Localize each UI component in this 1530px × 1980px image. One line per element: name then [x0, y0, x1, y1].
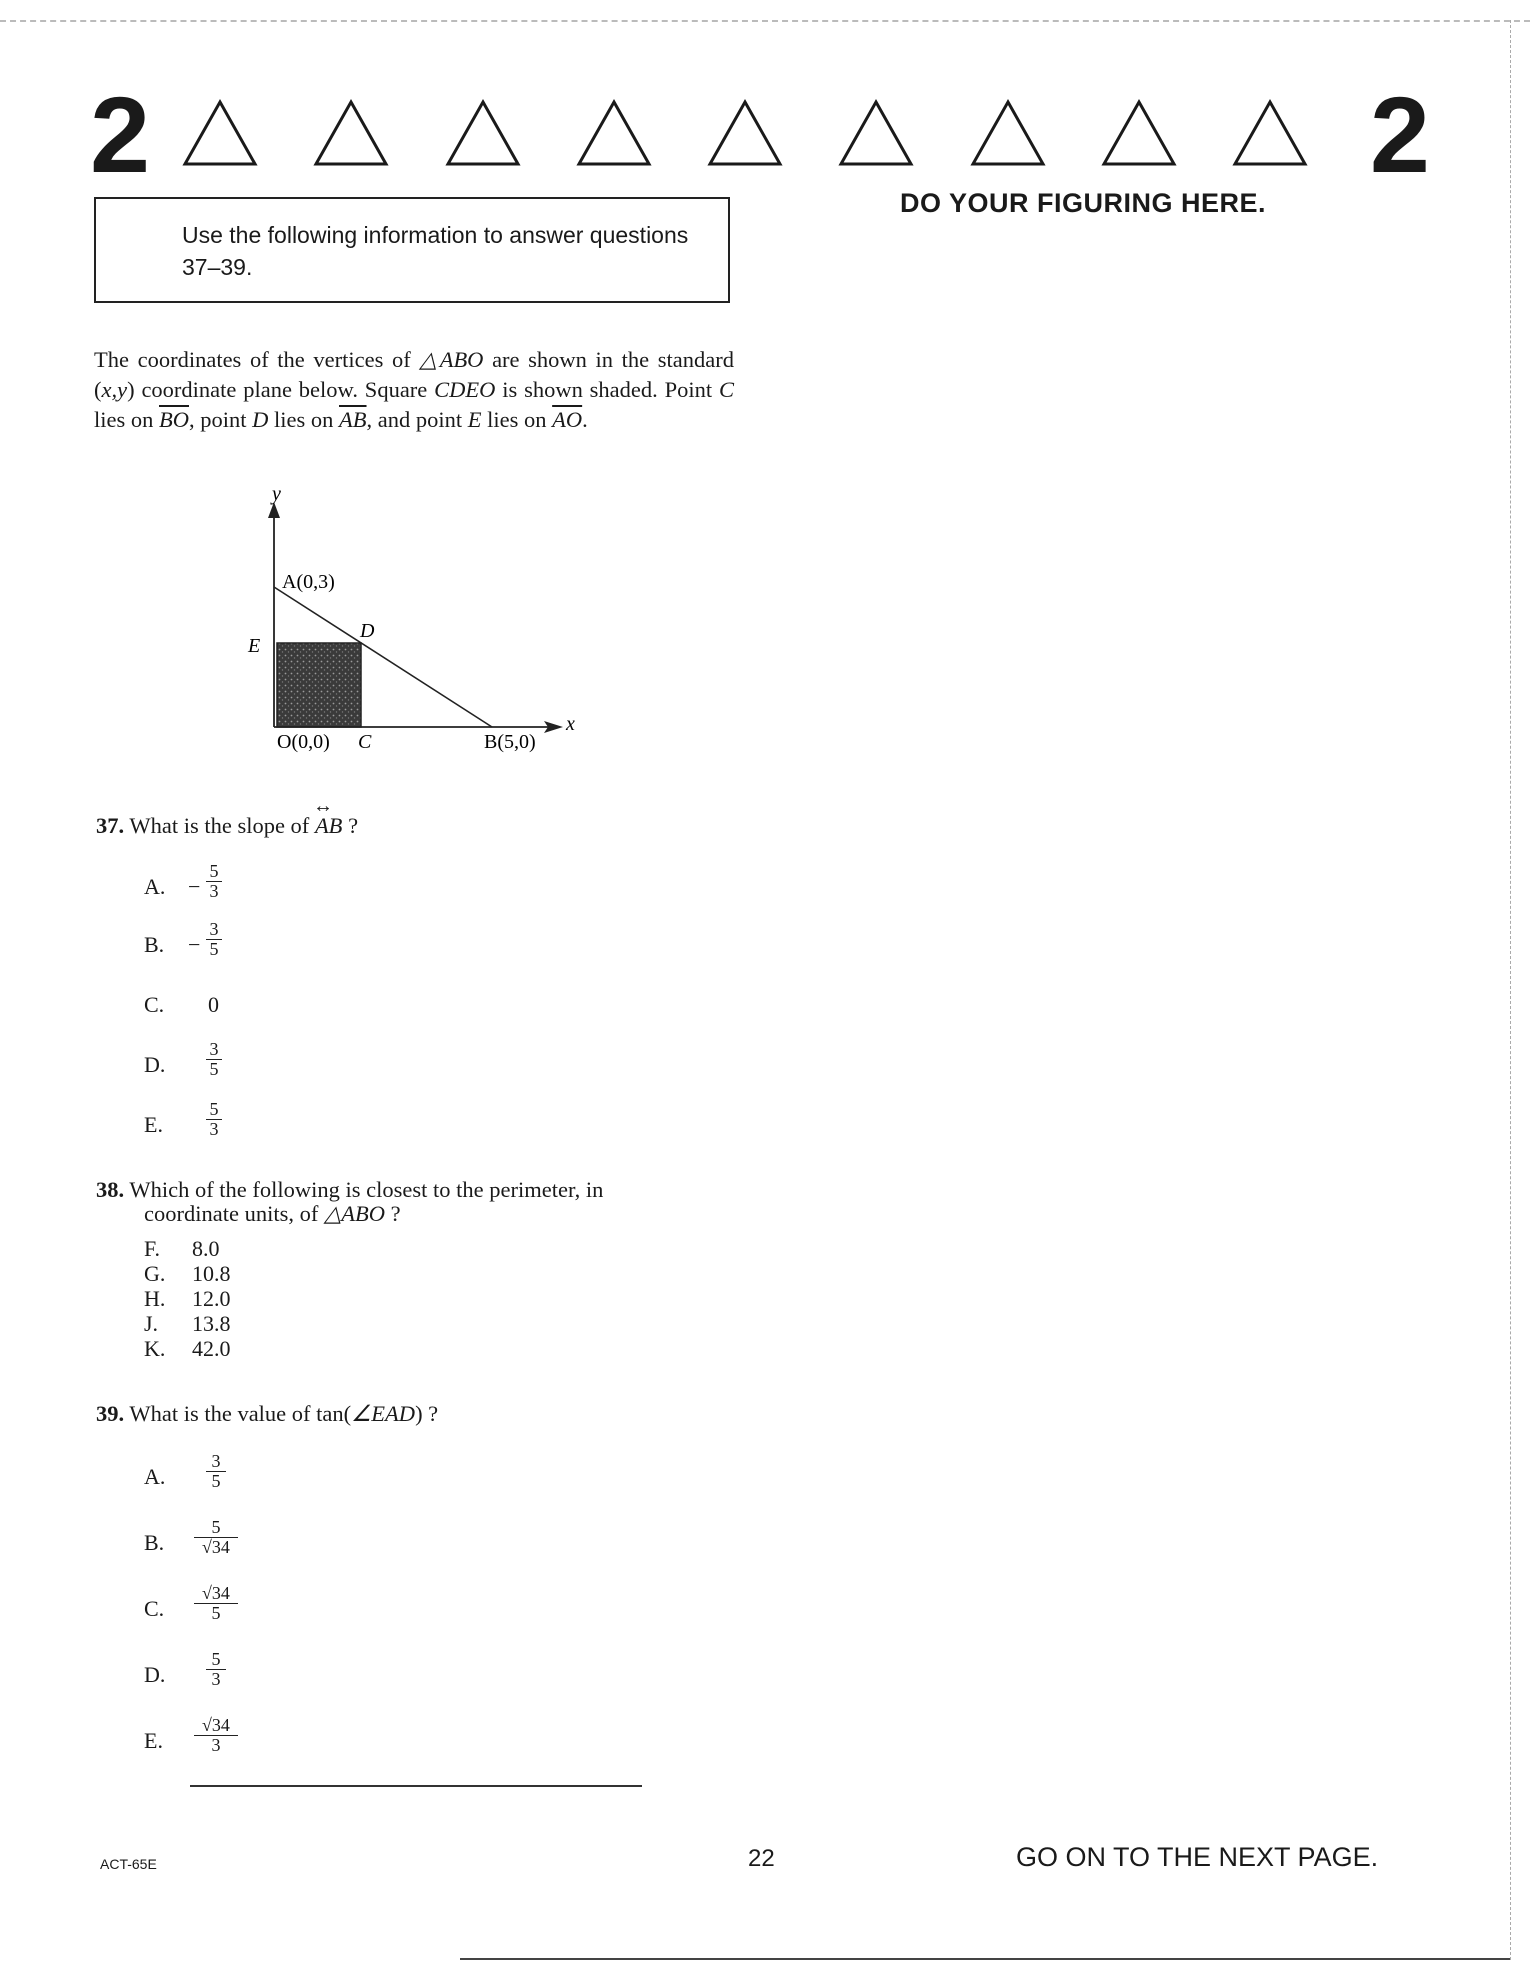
numerator: 5: [209, 861, 219, 881]
choice-letter: H.: [144, 1286, 166, 1311]
choice-g[interactable]: [144, 1261, 231, 1286]
intro-text: are shown in the standard (: [94, 347, 734, 402]
coordinate-diagram: [230, 480, 610, 760]
question-text: coordinate units, of: [144, 1201, 324, 1226]
choice-fraction[interactable]: [194, 1716, 238, 1755]
minus-sign: −: [188, 874, 201, 899]
denominator: 3: [209, 881, 219, 901]
intro-text: The coordinates of the vertices of: [94, 347, 420, 372]
numerator: 3: [209, 1039, 219, 1059]
intro-text: lies on: [94, 407, 159, 432]
intro-text: ) coordinate plane below. Square: [127, 377, 435, 402]
question-37-stem: [96, 795, 359, 840]
choice-value: 12.0: [192, 1286, 231, 1311]
square-cdeo: CDEO: [434, 377, 496, 402]
intro-text: is shown shaded. Point: [495, 377, 719, 402]
numerator: 5: [211, 1649, 221, 1669]
choice-letter[interactable]: B.: [144, 932, 165, 957]
choice-letter[interactable]: D.: [144, 1662, 166, 1687]
section-number-left: 2: [90, 74, 151, 195]
question-number: 38.: [96, 1177, 125, 1202]
intro-text: lies on: [268, 407, 340, 432]
choice-letter[interactable]: D.: [144, 1052, 166, 1077]
shaded-square-cdeo: [277, 643, 361, 727]
question-text: What is the slope of: [129, 813, 315, 838]
end-rule: [190, 1785, 642, 1787]
segment-ao: $\overline{AO}$: [552, 407, 583, 432]
question-38-stem: [96, 1176, 736, 1228]
info-box: [94, 197, 730, 303]
choice-f[interactable]: [144, 1236, 231, 1261]
denominator: 3: [211, 1735, 221, 1755]
choice-letter: K.: [144, 1336, 166, 1361]
triangle-icon: [837, 98, 915, 168]
right-scan-edge: [1510, 20, 1511, 1960]
question-39-stem: [96, 1400, 438, 1428]
choice-value: 8.0: [192, 1236, 220, 1261]
form-code: ACT-65E: [100, 1856, 157, 1872]
bottom-scan-edge: [460, 1958, 1510, 1960]
segment-bo: $\overline{BO}$: [159, 407, 189, 432]
point-e: E: [467, 407, 482, 432]
xy-label: x,y: [101, 377, 128, 402]
top-scan-edge: [0, 20, 1530, 22]
section-number-right: 2: [1369, 74, 1430, 195]
intro-text: .: [582, 407, 588, 432]
choice-fraction[interactable]: [206, 1100, 222, 1139]
denominator: 3: [209, 1119, 219, 1139]
point-e-label: E: [248, 635, 261, 657]
intro-text: lies on: [481, 407, 553, 432]
triangle-icon: [1100, 98, 1178, 168]
q38-choices: [144, 1236, 231, 1361]
triangle-icon: [706, 98, 784, 168]
question-text: What is the value of tan(: [129, 1401, 352, 1426]
q39-choices: [144, 1450, 344, 1770]
numerator: 5: [209, 1099, 219, 1119]
info-box-text: Use the following information to answer questions 37–39.: [182, 222, 689, 280]
triangle-icon: [312, 98, 390, 168]
page-number: 22: [748, 1845, 775, 1872]
q37-choices: [144, 860, 344, 1160]
point-d-label: D: [360, 620, 375, 642]
choice-k[interactable]: [144, 1336, 231, 1361]
choice-j[interactable]: [144, 1311, 231, 1336]
question-end: ?: [385, 1201, 401, 1226]
numerator: √34: [202, 1583, 230, 1603]
choice-letter[interactable]: B.: [144, 1530, 165, 1555]
choice-letter: F.: [144, 1236, 160, 1261]
choice-fraction[interactable]: [206, 1650, 226, 1689]
denominator: 5: [211, 1471, 221, 1491]
choice-value: 13.8: [192, 1311, 231, 1336]
point-o-label: O(0,0): [277, 731, 330, 753]
denominator: 3: [211, 1669, 221, 1689]
choice-value: 42.0: [192, 1336, 231, 1361]
intro-text: , and point: [366, 407, 468, 432]
point-b-label: B(5,0): [484, 731, 536, 753]
triangle-icon: [1231, 98, 1309, 168]
choice-letter[interactable]: C.: [144, 992, 165, 1017]
choice-fraction[interactable]: [206, 862, 222, 901]
y-axis-label: y: [272, 483, 281, 505]
choice-h[interactable]: [144, 1286, 231, 1311]
numerator: 3: [209, 919, 219, 939]
denominator: 5: [211, 1603, 221, 1623]
triangle-icon: [444, 98, 522, 168]
point-c: C: [718, 377, 734, 402]
choice-letter[interactable]: C.: [144, 1596, 165, 1621]
denominator: 5: [209, 939, 219, 959]
choice-value: 10.8: [192, 1261, 231, 1286]
double-arrow-icon: ↔: [312, 795, 333, 817]
next-page-label: GO ON TO THE NEXT PAGE.: [1016, 1842, 1379, 1872]
question-end: ?: [342, 813, 359, 838]
point-c-label: C: [358, 731, 372, 753]
intro-text: , point: [189, 407, 253, 432]
question-number: 37.: [96, 813, 125, 838]
segment-ab: $\overline{AB}$: [339, 407, 367, 432]
denominator: 5: [209, 1059, 219, 1079]
choice-letter[interactable]: E.: [144, 1728, 163, 1753]
choice-fraction[interactable]: [194, 1518, 238, 1557]
choice-fraction[interactable]: [206, 1452, 226, 1491]
choice-fraction[interactable]: [206, 1040, 222, 1079]
figuring-label: DO YOUR FIGURING HERE.: [900, 188, 1267, 218]
choice-letter[interactable]: E.: [144, 1112, 163, 1137]
triangle-abo: △ABO: [419, 347, 484, 372]
point-a-label: A(0,3): [282, 571, 335, 593]
triangle-icon: [575, 98, 653, 168]
question-number: 39.: [96, 1401, 125, 1426]
intro-paragraph: [94, 345, 734, 435]
choice-fraction[interactable]: [194, 1584, 238, 1623]
section-header: [90, 74, 1430, 195]
triangle-abo: △ABO: [323, 1201, 386, 1226]
numerator: 3: [211, 1451, 221, 1471]
x-axis-label: x: [566, 713, 575, 735]
question-end: ) ?: [415, 1401, 439, 1426]
point-d: D: [252, 407, 269, 432]
choice-value[interactable]: 0: [208, 992, 219, 1017]
choice-letter[interactable]: A.: [144, 874, 166, 899]
denominator: √34: [202, 1537, 230, 1557]
minus-sign: −: [188, 932, 201, 957]
choice-fraction[interactable]: [206, 920, 222, 959]
line-ab-text: AB: [314, 813, 343, 838]
choice-letter: G.: [144, 1261, 166, 1286]
angle-ead: ∠EAD: [351, 1401, 416, 1426]
numerator: √34: [202, 1715, 230, 1735]
triangle-icon: [181, 98, 259, 168]
choice-letter[interactable]: A.: [144, 1464, 166, 1489]
choice-letter: J.: [144, 1311, 159, 1336]
triangle-icon: [969, 98, 1047, 168]
line-ab: [312, 795, 343, 840]
question-text: Which of the following is closest to the perimeter, in: [129, 1177, 604, 1202]
numerator: 5: [211, 1517, 221, 1537]
